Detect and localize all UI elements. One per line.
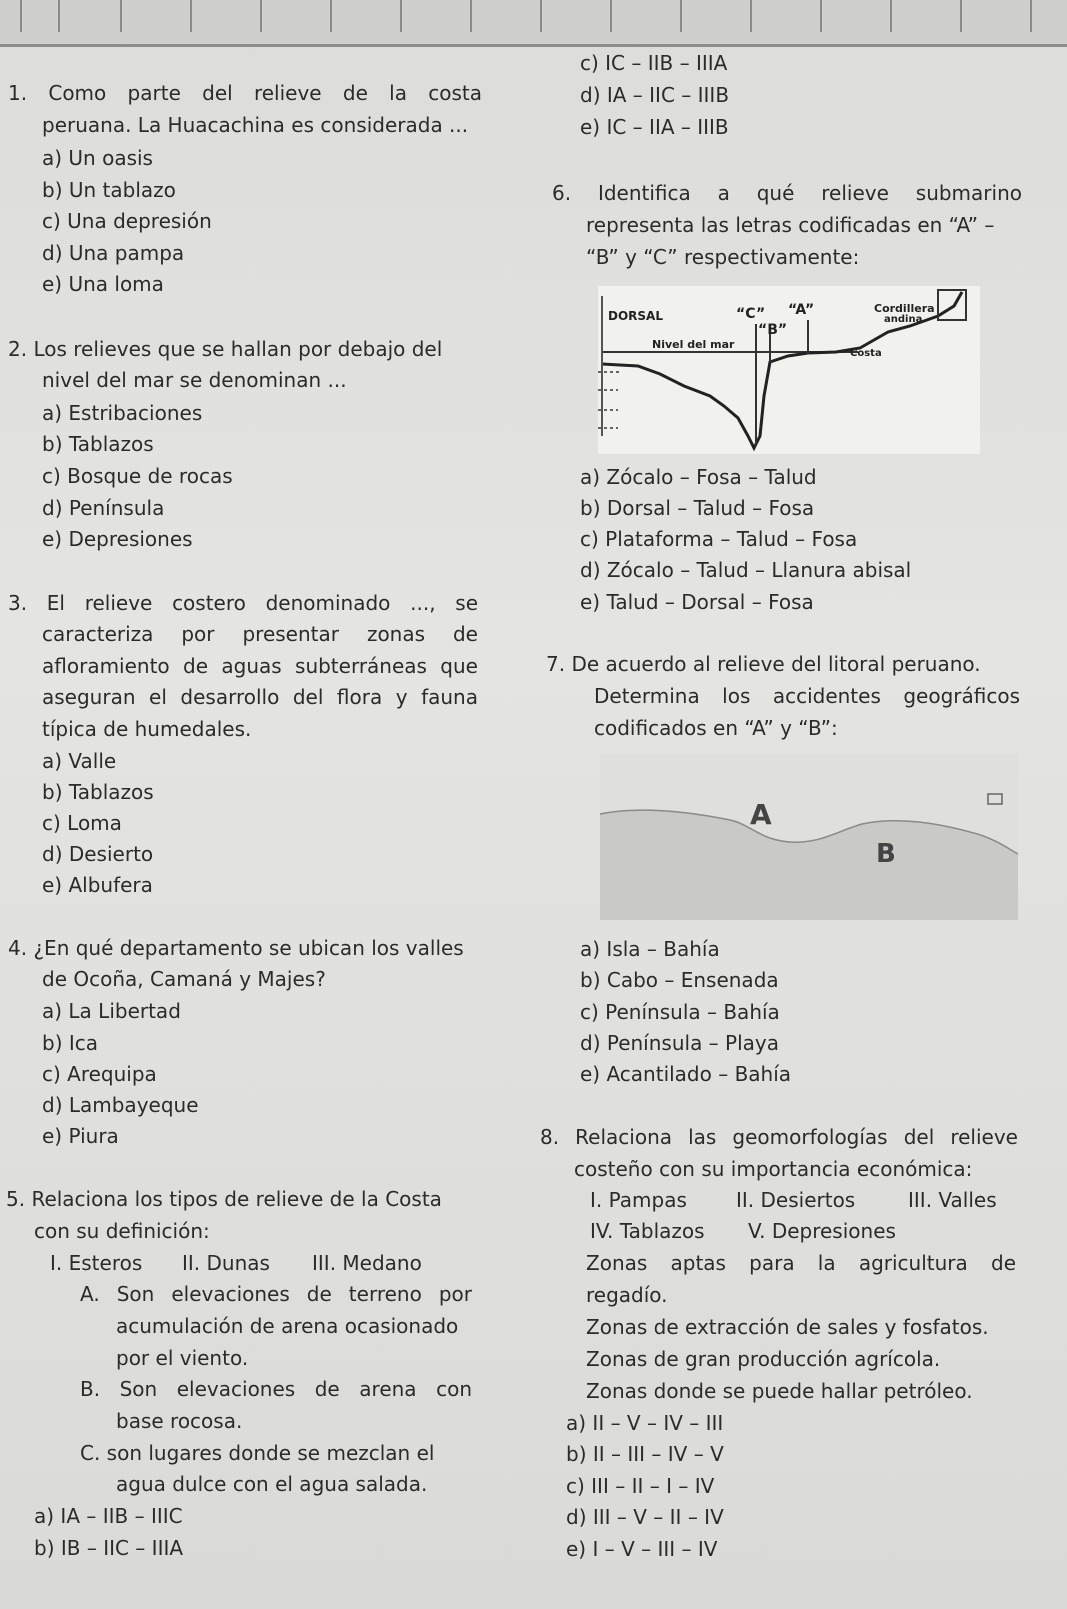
question-4-option-e[interactable]: e) Piura bbox=[42, 1124, 119, 1148]
question-8-option-b[interactable]: b) II – III – IV – V bbox=[566, 1442, 724, 1466]
question-8-statement-2: Zonas de extracción de sales y fosfatos. bbox=[586, 1315, 989, 1339]
question-8-statement-4: Zonas donde se puede hallar petróleo. bbox=[586, 1379, 973, 1403]
label-nivel-del-mar: Nivel del mar bbox=[652, 338, 735, 351]
map-label-b: B bbox=[876, 839, 896, 869]
question-6-line-2: representa las letras codificadas en “A” – bbox=[586, 213, 995, 237]
question-3-option-d[interactable]: d) Desierto bbox=[42, 842, 154, 866]
question-5-option-b[interactable]: b) IB – IIC – IIIA bbox=[34, 1536, 184, 1560]
question-5-definition-line-3: por el viento. bbox=[116, 1346, 249, 1370]
question-8-option-c[interactable]: c) III – II – I – IV bbox=[566, 1474, 715, 1498]
question-8-statement-1: Zonas aptas para la agricultura de bbox=[586, 1251, 1016, 1275]
question-2-option-a[interactable]: a) Estribaciones bbox=[42, 401, 203, 425]
question-2-option-d[interactable]: d) Península bbox=[42, 496, 165, 520]
question-7-option-e[interactable]: e) Acantilado – Bahía bbox=[580, 1062, 792, 1086]
question-8-statement-1b: regadío. bbox=[586, 1283, 668, 1307]
question-4-option-a[interactable]: a) La Libertad bbox=[42, 999, 181, 1023]
question-7-line-2: Determina los accidentes geográficos bbox=[594, 684, 1020, 708]
question-2-line-1: 2. Los relieves que se hallan por debajo del bbox=[8, 337, 443, 361]
question-5-option-a[interactable]: a) IA – IIB – IIIC bbox=[34, 1504, 183, 1528]
question-8-item-5: V. Depresiones bbox=[748, 1219, 896, 1243]
question-5-definition-line-1: A. Son elevaciones de terreno por bbox=[80, 1282, 472, 1306]
question-5-definition-line-6: C. son lugares donde se mezclan el bbox=[80, 1441, 435, 1465]
question-5-item-3: III. Medano bbox=[312, 1251, 422, 1275]
question-3-line-4: aseguran el desarrollo del flora y fauna bbox=[42, 685, 478, 709]
question-6-option-b[interactable]: b) Dorsal – Talud – Fosa bbox=[580, 496, 815, 520]
map-label-a: A bbox=[750, 798, 772, 831]
question-5-option-e[interactable]: e) IC – IIA – IIIB bbox=[580, 115, 729, 139]
question-8-option-d[interactable]: d) III – V – II – IV bbox=[566, 1505, 724, 1529]
question-8-line-1: 8. Relaciona las geomorfologías del relieve bbox=[540, 1125, 1018, 1149]
question-1-option-e[interactable]: e) Una loma bbox=[42, 272, 164, 296]
question-8-option-a[interactable]: a) II – V – IV – III bbox=[566, 1411, 724, 1435]
question-6-line-1: 6. Identifica a qué relieve submarino bbox=[552, 181, 1022, 205]
question-8-item-3: III. Valles bbox=[908, 1188, 997, 1212]
question-3-option-a[interactable]: a) Valle bbox=[42, 749, 117, 773]
question-5-definition-line-7: agua dulce con el agua salada. bbox=[116, 1472, 428, 1496]
question-7-line-3: codificados en “A” y “B”: bbox=[594, 716, 838, 740]
ocean-relief-diagram bbox=[598, 286, 980, 454]
label-b: “B” bbox=[758, 322, 788, 338]
label-cordillera: Cordillera bbox=[874, 302, 935, 315]
question-3-option-b[interactable]: b) Tablazos bbox=[42, 780, 154, 804]
question-3-line-1: 3. El relieve costero denominado ..., se bbox=[8, 591, 478, 615]
question-8-line-2: costeño con su importancia económica: bbox=[574, 1157, 973, 1181]
question-2-option-c[interactable]: c) Bosque de rocas bbox=[42, 464, 233, 488]
question-5-option-d[interactable]: d) IA – IIC – IIIB bbox=[580, 83, 730, 107]
label-costa: Costa bbox=[850, 348, 882, 359]
question-1-option-c[interactable]: c) Una depresión bbox=[42, 209, 212, 233]
question-5-option-c[interactable]: c) IC – IIB – IIIA bbox=[580, 51, 728, 75]
question-1-option-a[interactable]: a) Un oasis bbox=[42, 146, 153, 170]
question-6-option-c[interactable]: c) Plataforma – Talud – Fosa bbox=[580, 527, 858, 551]
notebook-margin-ruler bbox=[0, 0, 1067, 47]
question-3-line-2: caracteriza por presentar zonas de bbox=[42, 622, 478, 646]
question-7-option-d[interactable]: d) Península – Playa bbox=[580, 1031, 780, 1055]
coastline-map bbox=[600, 754, 1018, 920]
question-5-definition-line-5: base rocosa. bbox=[116, 1409, 243, 1433]
label-c: “C” bbox=[736, 306, 766, 322]
question-5-item-1: I. Esteros bbox=[50, 1251, 143, 1275]
question-5-line-2: con su definición: bbox=[34, 1219, 210, 1243]
question-4-option-c[interactable]: c) Arequipa bbox=[42, 1062, 157, 1086]
question-1-line-1: 1. Como parte del relieve de la costa bbox=[8, 81, 482, 105]
question-4-option-b[interactable]: b) Ica bbox=[42, 1031, 99, 1055]
label-andina: andina bbox=[884, 314, 923, 325]
label-a: “A” bbox=[788, 302, 815, 318]
question-8-item-1: I. Pampas bbox=[590, 1188, 687, 1212]
question-7-option-c[interactable]: c) Península – Bahía bbox=[580, 1000, 780, 1024]
question-5-line-1: 5. Relaciona los tipos de relieve de la Costa bbox=[6, 1187, 442, 1211]
question-6-option-a[interactable]: a) Zócalo – Fosa – Talud bbox=[580, 465, 817, 489]
question-8-item-4: IV. Tablazos bbox=[590, 1219, 705, 1243]
question-3-line-5: típica de humedales. bbox=[42, 717, 252, 741]
question-1-option-d[interactable]: d) Una pampa bbox=[42, 241, 185, 265]
question-8-statement-3: Zonas de gran producción agrícola. bbox=[586, 1347, 941, 1371]
label-dorsal: DORSAL bbox=[608, 309, 663, 323]
question-2-option-b[interactable]: b) Tablazos bbox=[42, 432, 154, 456]
question-6-option-d[interactable]: d) Zócalo – Talud – Llanura abisal bbox=[580, 558, 912, 582]
question-5-definition-line-4: B. Son elevaciones de arena con bbox=[80, 1377, 472, 1401]
question-8-option-e[interactable]: e) I – V – III – IV bbox=[566, 1537, 718, 1561]
question-4-line-2: de Ocoña, Camaná y Majes? bbox=[42, 967, 326, 991]
question-3-option-e[interactable]: e) Albufera bbox=[42, 873, 153, 897]
question-4-line-1: 4. ¿En qué departamento se ubican los valles bbox=[8, 936, 464, 960]
question-1-line-2: peruana. La Huacachina es considerada ... bbox=[42, 113, 469, 137]
question-7-option-b[interactable]: b) Cabo – Ensenada bbox=[580, 968, 779, 992]
question-1-option-b[interactable]: b) Un tablazo bbox=[42, 178, 176, 202]
question-5-definition-line-2: acumulación de arena ocasionado bbox=[116, 1314, 459, 1338]
question-3-line-3: afloramiento de aguas subterráneas que bbox=[42, 654, 478, 678]
question-2-option-e[interactable]: e) Depresiones bbox=[42, 527, 193, 551]
question-8-item-2: II. Desiertos bbox=[736, 1188, 856, 1212]
question-6-option-e[interactable]: e) Talud – Dorsal – Fosa bbox=[580, 590, 814, 614]
question-6-line-3: “B” y “C” respectivamente: bbox=[586, 245, 860, 269]
question-2-line-2: nivel del mar se denominan ... bbox=[42, 368, 347, 392]
question-7-line-1: 7. De acuerdo al relieve del litoral peruano. bbox=[546, 652, 981, 676]
question-3-option-c[interactable]: c) Loma bbox=[42, 811, 122, 835]
question-7-option-a[interactable]: a) Isla – Bahía bbox=[580, 937, 720, 961]
question-4-option-d[interactable]: d) Lambayeque bbox=[42, 1093, 199, 1117]
question-5-item-2: II. Dunas bbox=[182, 1251, 270, 1275]
